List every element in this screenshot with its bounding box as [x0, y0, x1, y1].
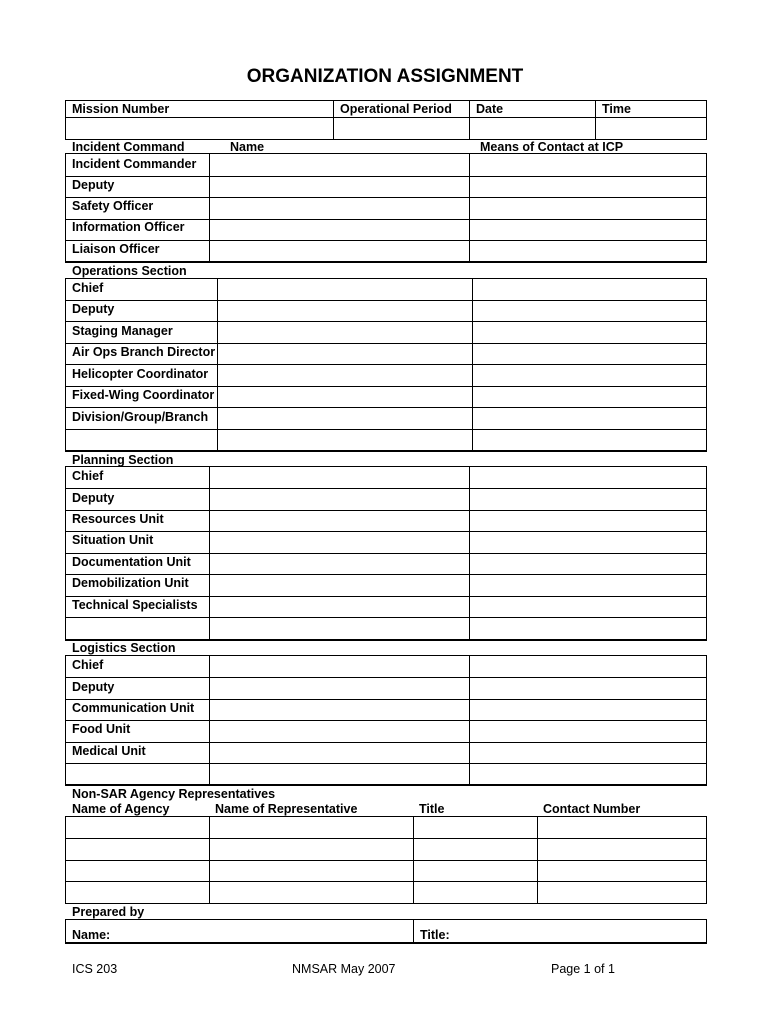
- prepared-name-field[interactable]: [111, 920, 411, 943]
- row-label: Safety Officer: [72, 199, 154, 213]
- contact-column-header: Means of Contact at ICP: [480, 140, 624, 154]
- operations-section-heading: Operations Section: [72, 264, 187, 278]
- row-label: Medical Unit: [72, 744, 146, 758]
- incident-command-table: [65, 153, 707, 263]
- row-label: Helicopter Coordinator: [72, 367, 209, 381]
- prepared-by-heading: Prepared by: [72, 905, 145, 919]
- operations-table: [65, 278, 707, 452]
- prepared-name-label: Name:: [72, 928, 111, 942]
- non-sar-heading: Non-SAR Agency Representatives: [72, 787, 276, 801]
- incident-command-heading: Incident Command: [72, 140, 185, 154]
- page-title: ORGANIZATION ASSIGNMENT: [246, 66, 524, 87]
- row-label: Air Ops Branch Director: [72, 345, 216, 359]
- agency-column-header: Name of Agency: [72, 802, 170, 816]
- prepared-by-table: [65, 919, 707, 944]
- row-label: Resources Unit: [72, 512, 164, 526]
- time-field[interactable]: [596, 118, 706, 140]
- name-column-header: Name: [230, 140, 265, 154]
- row-label: Information Officer: [72, 220, 185, 234]
- row-label: Staging Manager: [72, 324, 173, 338]
- form-number: ICS 203: [72, 962, 118, 976]
- mission-header-table: [65, 100, 707, 140]
- form-revision: NMSAR May 2007: [292, 962, 396, 976]
- row-label: Demobilization Unit: [72, 576, 189, 590]
- row-label: Deputy: [72, 491, 115, 505]
- row-label: Technical Specialists: [72, 598, 198, 612]
- non-sar-table: [65, 816, 707, 904]
- row-label: Chief: [72, 658, 104, 672]
- row-label: Fixed-Wing Coordinator: [72, 388, 215, 402]
- representative-column-header: Name of Representative: [215, 802, 358, 816]
- time-label: Time: [602, 102, 631, 116]
- title-column-header: Title: [419, 802, 445, 816]
- page-number: Page 1 of 1: [551, 962, 615, 976]
- planning-section-heading: Planning Section: [72, 453, 174, 467]
- row-label: Food Unit: [72, 722, 131, 736]
- date-label: Date: [476, 102, 504, 116]
- row-label: Liaison Officer: [72, 242, 160, 256]
- row-label: Communication Unit: [72, 701, 195, 715]
- row-label: Documentation Unit: [72, 555, 191, 569]
- logistics-table: [65, 655, 707, 786]
- row-label: Incident Commander: [72, 157, 197, 171]
- row-label: Chief: [72, 469, 104, 483]
- operational-period-label: Operational Period: [340, 102, 452, 116]
- row-label: Division/Group/Branch: [72, 410, 209, 424]
- mission-number-label: Mission Number: [72, 102, 170, 116]
- prepared-title-label: Title:: [420, 928, 450, 942]
- date-field[interactable]: [470, 118, 595, 140]
- logistics-section-heading: Logistics Section: [72, 641, 176, 655]
- planning-table: [65, 466, 707, 641]
- contact-number-column-header: Contact Number: [543, 802, 641, 816]
- operational-period-field[interactable]: [334, 118, 469, 140]
- row-label: Deputy: [72, 302, 115, 316]
- row-label: Chief: [72, 281, 104, 295]
- mission-number-field[interactable]: [66, 118, 333, 140]
- row-label: Deputy: [72, 680, 115, 694]
- row-label: Deputy: [72, 178, 115, 192]
- row-label: Situation Unit: [72, 533, 154, 547]
- prepared-title-field[interactable]: [458, 920, 706, 943]
